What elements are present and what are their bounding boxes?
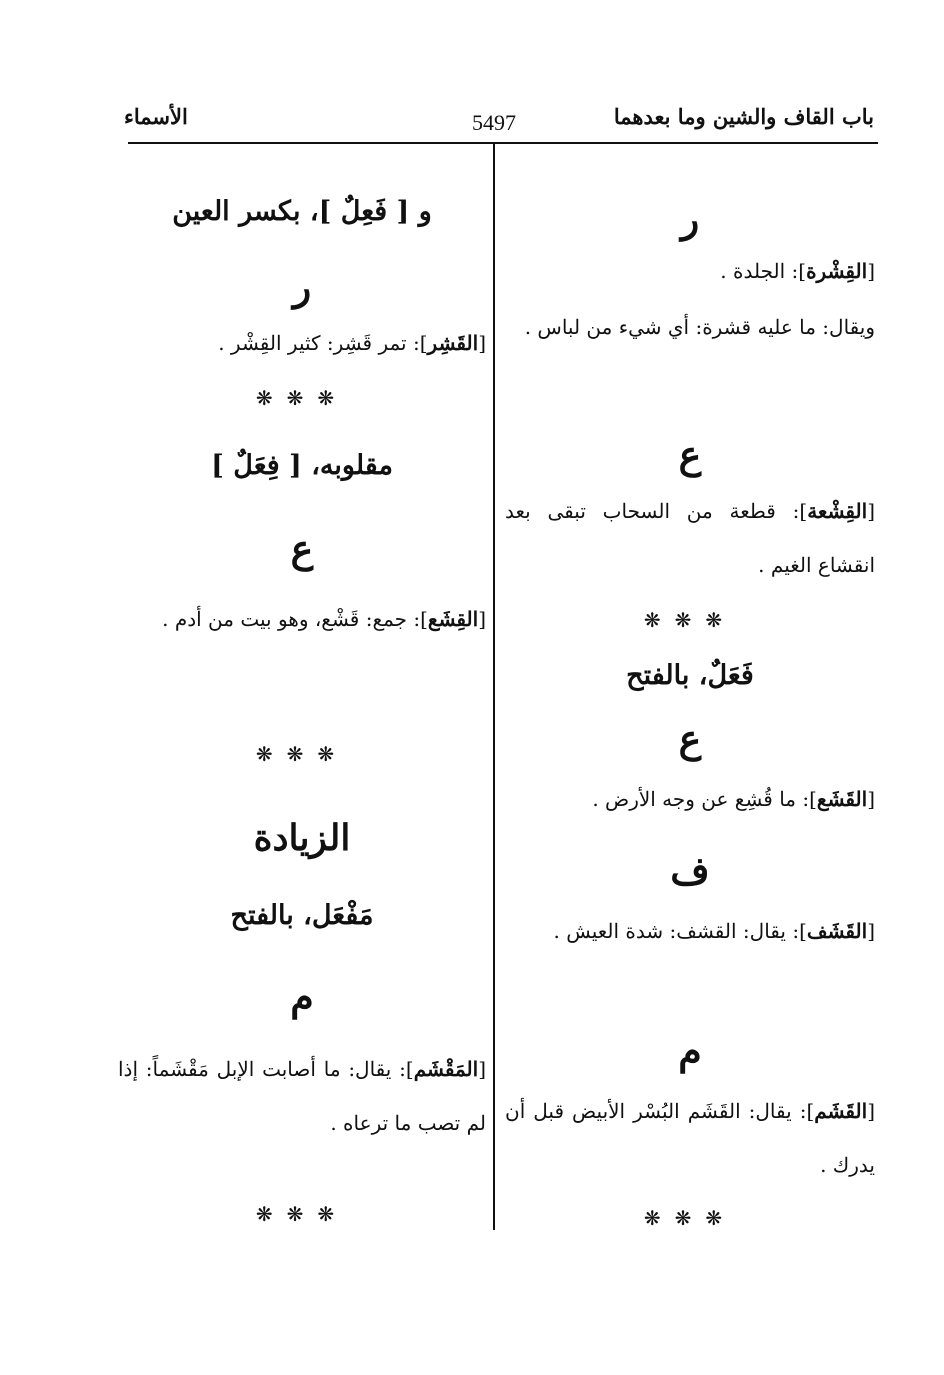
column-divider [493,143,495,1230]
definition: : يقال: القشف: شدة العيش . [553,919,800,943]
letter-heading: ر [292,264,312,309]
letter-heading: ع [678,716,702,761]
section-divider-stars: ❋❋❋ [643,608,737,632]
headword: القَشِر [427,331,479,355]
section-divider-stars: ❋❋❋ [643,1206,737,1230]
definition: : جمع: قَشْع، وهو بيت من أدم . [162,607,421,631]
letter-heading: ع [290,526,314,571]
definition: : الجلدة . [720,259,799,283]
entry-qashir: [القَشِر]: تمر قَشِر: كثير القِشْر . [218,331,486,355]
entry-qishaa-plural: [القِشَع]: جمع: قَشْع، وهو بيت من أدم . [162,607,486,631]
entry-qashaa: [القَشَع]: ما قُشِع عن وجه الأرض . [592,787,875,811]
section-header: الأسماء [124,104,188,129]
section-heading: مقلوبه، [ فِعَلٌ ] [211,450,393,481]
letter-heading: ف [670,848,710,893]
letter-heading: ر [680,196,700,241]
definition: : ما قُشِع عن وجه الأرض . [592,787,810,811]
page-number: 5497 [472,110,516,135]
headword: القِشْرة [806,259,868,283]
section-divider-stars: ❋❋❋ [255,742,349,766]
letter-heading: م [678,1028,702,1073]
section-divider-stars: ❋❋❋ [255,1202,349,1226]
headword: المَقْشَم [413,1057,479,1081]
entry-qasham: [القَشَم]: يقال: القَشَم البُسْر الأبيض قبل أن يدرك . [505,1099,875,1177]
entry-maqsham: [المَقْشَم]: يقال: ما أصابت الإبل مَقْشَماً: إذا لم تصب ما ترعاه . [118,1057,486,1135]
headword: القَشَف [806,919,868,943]
chapter-header: باب القاف والشين وما بعدهما [613,104,874,129]
section-divider-stars: ❋❋❋ [255,386,349,410]
letter-heading: م [290,974,314,1019]
section-heading: مَفْعَل، بالفتح [230,900,374,931]
header-rule [128,142,878,144]
section-heading: و [ فَعِلٌ ]، بكسر العين [172,196,432,227]
headword: القَشَم [814,1099,868,1123]
section-heading-ziyada: الزيادة [253,817,351,859]
definition: : تمر قَشِر: كثير القِشْر . [218,331,420,355]
entry-qashaf: [القَشَف]: يقال: القشف: شدة العيش . [553,919,875,943]
headword: القِشْعة [807,499,868,523]
section-heading: فَعَلٌ، بالفتح [626,660,754,691]
entry-qishaa: [القِشْعة]: قطعة من السحاب تبقى بعد انقشاع الغيم . [505,499,875,577]
headword: القَشَع [816,787,868,811]
entry-qishra: [القِشْرة]: الجلدة . [720,259,875,283]
definition: : يقال: القَشَم البُسْر الأبيض قبل أن يدرك . [505,1099,875,1177]
letter-heading: ع [678,432,702,477]
definition: : يقال: ما أصابت الإبل مَقْشَماً: إذا لم تصب ما ترعاه . [118,1057,486,1135]
entry-qishra-continuation: ويقال: ما عليه قشرة: أي شيء من لباس . [524,315,875,339]
headword: القِشَع [427,607,479,631]
definition: : قطعة من السحاب تبقى بعد انقشاع الغيم . [505,499,875,577]
